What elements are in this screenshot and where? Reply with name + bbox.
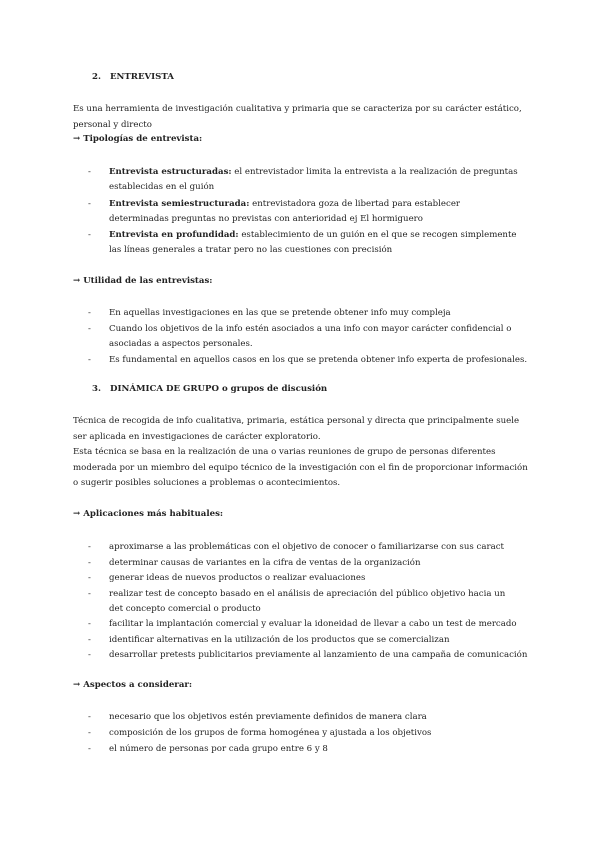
section-3-paragraph-2: Esta técnica se basa en la realización de una o varias reuniones de grupo de personas diferentes moderada por un miembro del equipo técnico de la investigación con el fin de proporcionar información o sugerir posibles soluciones a problemas o acontecimientos. [73,447,528,488]
list-item-text: aproximarse a las problemáticas con el objetivo de conocer o familiarizarse con sus caract [109,542,504,552]
bullet-dash: - [88,650,91,660]
bullet-dash: - [88,744,91,754]
list-item-text: identificar alternativas en la utilización de los productos que se comercializan [109,635,450,645]
list-item-text: En aquellas investigaciones en las que se pretende obtener info muy compleja [109,308,451,318]
bullet-dash: - [88,728,91,738]
section-3-title [110,384,327,394]
bullet-dash: - [88,573,91,583]
section-3-number: 3. [92,384,101,394]
bullet-dash: - [88,558,91,568]
bullet-dash: - [88,230,91,240]
section-3-title-main: DINÁMICA DE GRUPO [110,384,219,394]
section-3-title-rest: o grupos de discusión [218,384,328,394]
bullet-dash: - [88,355,91,365]
list-item-term: Entrevista estructuradas: [109,167,232,177]
section-3-paragraph-1: Técnica de recogida de info cualitativa, primaria, estática personal y directa que principalmente suele ser aplicada en investigaciones de carácter exploratorio. [73,416,520,442]
list-item-term: Entrevista semiestructurada: [109,199,250,209]
section-2-title: ENTREVISTA [110,72,174,82]
bullet-dash: - [88,589,91,599]
bullet-dash: - [88,199,91,209]
tipologias-heading: → Tipologías de entrevista: [73,134,203,144]
list-item-text: generar ideas de nuevos productos o realizar evaluaciones [109,573,366,583]
list-item-text: realizar test de concepto basado en el análisis de apreciación del público objetivo hacia un det concepto comercial o producto [109,589,506,614]
section-2-intro: Es una herramienta de investigación cualitativa y primaria que se caracteriza por su carácter estático, personal y directo [73,104,522,130]
section-2-number: 2. [92,72,101,82]
list-item-term: Entrevista en profundidad: [109,230,239,240]
list-item-text: Es fundamental en aquellos casos en los que se pretenda obtener info experta de profesionales. [109,355,528,365]
list-item-text: composición de los grupos de forma homogénea y ajustada a los objetivos [109,728,432,738]
list-item-text: determinar causas de variantes en la cifra de ventas de la organización [109,558,421,568]
bullet-dash: - [88,712,91,722]
list-item-text: entrevistadora goza de libertad para establecer determinadas preguntas no previstas con anterioridad ej El hormiguero [109,199,461,224]
bullet-dash: - [88,308,91,318]
aplicaciones-heading: → Aplicaciones más habituales: [73,509,224,519]
list-item-text: el entrevistador limita la entrevista a la realización de preguntas establecidas en el guión [109,167,518,192]
bullet-dash: - [88,635,91,645]
list-item-text: necesario que los objetivos estén previamente definidos de manera clara [109,712,427,722]
list-item-text: Cuando los objetivos de la info estén asociados a una info con mayor carácter confidencial o asociadas a aspectos personales. [109,324,512,349]
list-item-text: el número de personas por cada grupo entre 6 y 8 [109,744,328,754]
bullet-dash: - [88,619,91,629]
bullet-dash: - [88,542,91,552]
aspectos-heading: → Aspectos a considerar: [73,680,193,690]
list-item-text: desarrollar pretests publicitarios previamente al lanzamiento de una campaña de comunicación [109,650,528,660]
utilidad-heading: → Utilidad de las entrevistas: [73,276,213,286]
list-item-text: facilitar la implantación comercial y evaluar la idoneidad de llevar a cabo un test de mercado [109,619,517,629]
bullet-dash: - [88,324,91,334]
list-item-text: establecimiento de un guión en el que se recogen simplemente las líneas generales a tratar pero no las cuestiones con precisión [109,230,517,255]
bullet-dash: - [88,167,91,177]
